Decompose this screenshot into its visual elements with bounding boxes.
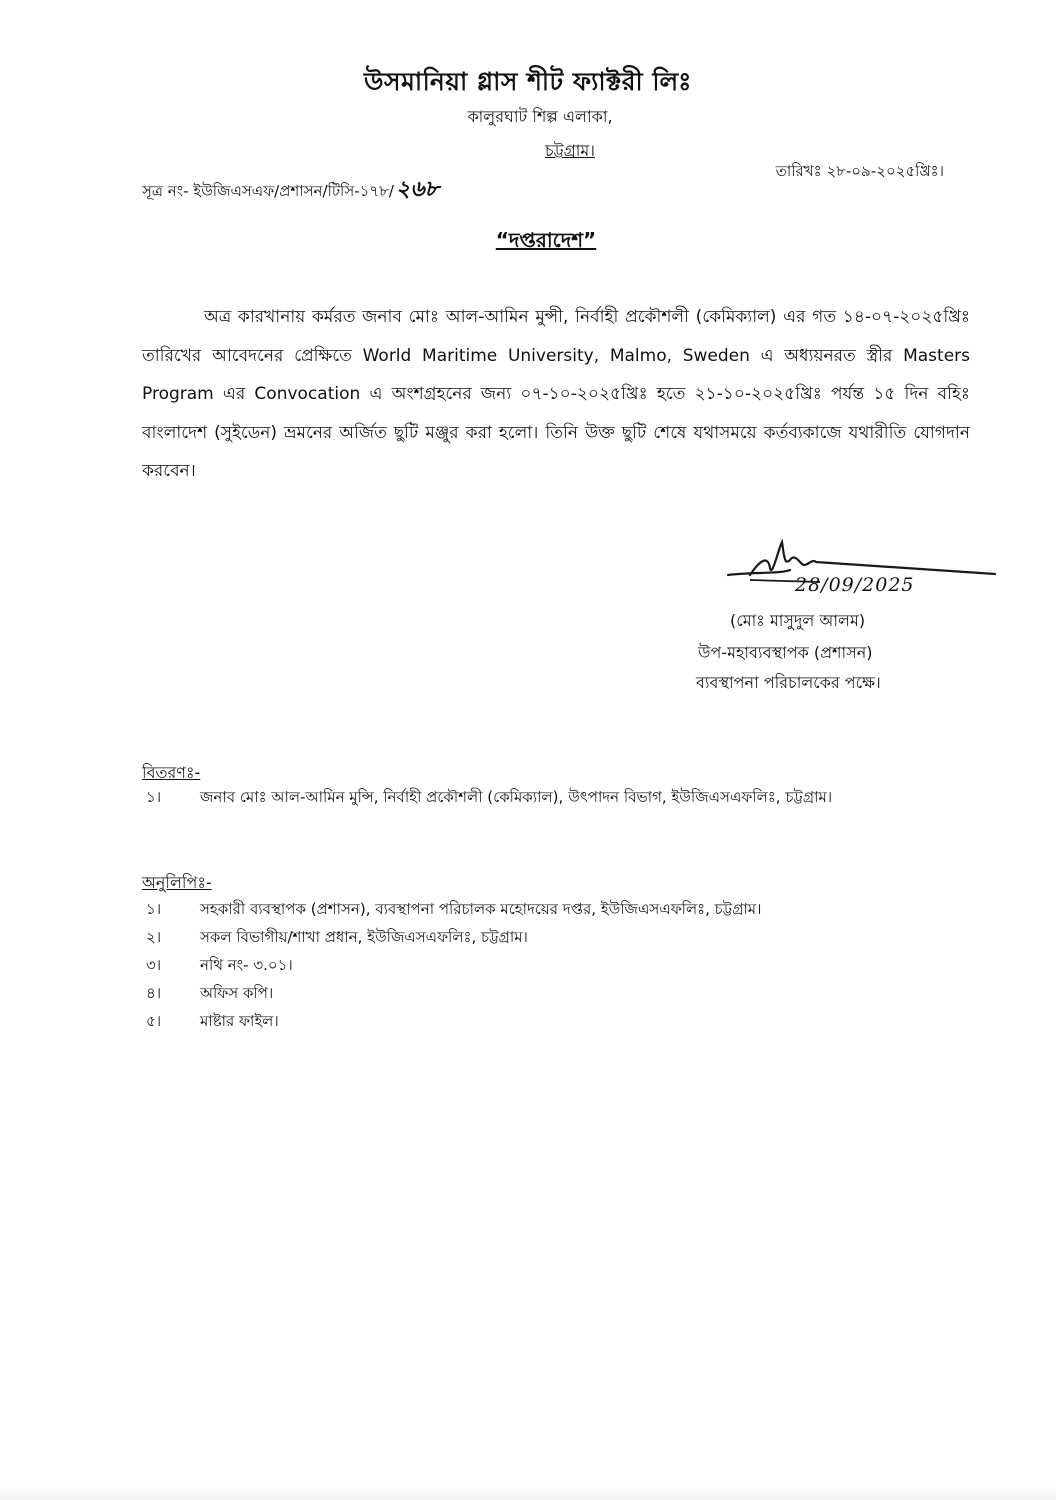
copy-item-text: সহকারী ব্যবস্থাপক (প্রশাসন), ব্যবস্থাপনা পরিচালক মহোদয়ের দপ্তর, ইউজিএসএফলিঃ, চট্টগ্রাম। (200, 900, 762, 918)
signatory-on-behalf: ব্যবস্থাপনা পরিচালকের পক্ষে। (696, 673, 881, 692)
copy-item-text: সকল বিভাগীয়/শাখা প্রধান, ইউজিএসএফলিঃ, চট্টগ্রাম। (200, 928, 528, 946)
copies-heading: অনুলিপিঃ- (142, 873, 212, 892)
order-body: অত্র কারখানায় কর্মরত জনাব মোঃ আল-আমিন মুন্সী, নির্বাহী প্রকৌশলী (কেমিক্যাল) এর গত ১৪-০৭-২০২৫খ্রিঃ তারিখের আবেদনের প্রেক্ষিতে World Maritime University, Malmo, Sweden এ অধ্যয়নরত স্ত্রীর Masters Program এর Convocation এ অংশগ্রহনের জন্য ০৭-১০-২০২৫খ্রিঃ হতে ২১-১০-২০২৫খ্রিঃ পর্যন্ত ১৫ দিন বহিঃ বাংলাদেশ (সুইডেন) ভ্রমনের অর্জিত ছুটি মঞ্জুর করা হলো। তিনি উক্ত ছুটি শেষে যথাসময়ে কর্তব্যকাজে যথারীতি যোগদান করবেন। (142, 307, 970, 481)
copy-item-number: ৫। (146, 1012, 162, 1030)
signature-date: 28/09/2025 (795, 574, 915, 596)
handwritten-signature (720, 530, 1010, 610)
copy-item-text: নথি নং- ৩.০১। (200, 956, 293, 974)
signatory-designation: উপ-মহাব্যবস্থাপক (প্রশাসন) (698, 643, 873, 662)
distribution-item-number: ১। (146, 788, 162, 806)
copy-item-text: অফিস কপি। (200, 984, 274, 1002)
address-line-1: কালুরঘাট শিল্প এলাকা, (467, 107, 613, 126)
copy-item-number: ৩। (146, 956, 162, 974)
document-title: “দপ্তরাদেশ” (495, 228, 597, 252)
company-name: উসমানিয়া গ্লাস শীট ফ্যাক্টরী লিঃ (364, 67, 692, 96)
document-date: তারিখঃ ২৮-০৯-২০২৫খ্রিঃ। (775, 162, 944, 180)
copy-item-text: মাষ্টার ফাইল। (200, 1012, 279, 1030)
signatory-name: (মোঃ মাসুদুল আলম) (730, 611, 866, 630)
copy-item-number: ৪। (146, 984, 162, 1002)
copy-item-number: ১। (146, 900, 162, 918)
distribution-heading: বিতরণঃ- (142, 763, 201, 782)
page-edge-shade (0, 1486, 1056, 1500)
memo-reference (142, 172, 439, 209)
address-line-2: চট্টগ্রাম। (545, 141, 595, 160)
memo-label: সূত্র নং- ইউজিএসএফ/প্রশাসন/টিসি-১৭৮/ (142, 182, 394, 200)
memo-handwritten-number: ২৬৮ (395, 176, 439, 202)
distribution-item-text: জনাব মোঃ আল-আমিন মুন্সি, নির্বাহী প্রকৌশলী (কেমিক্যাল), উৎপাদন বিভাগ, ইউজিএসএফলিঃ, চট্টগ্রাম। (200, 788, 833, 806)
copy-item-number: ২। (146, 928, 162, 946)
